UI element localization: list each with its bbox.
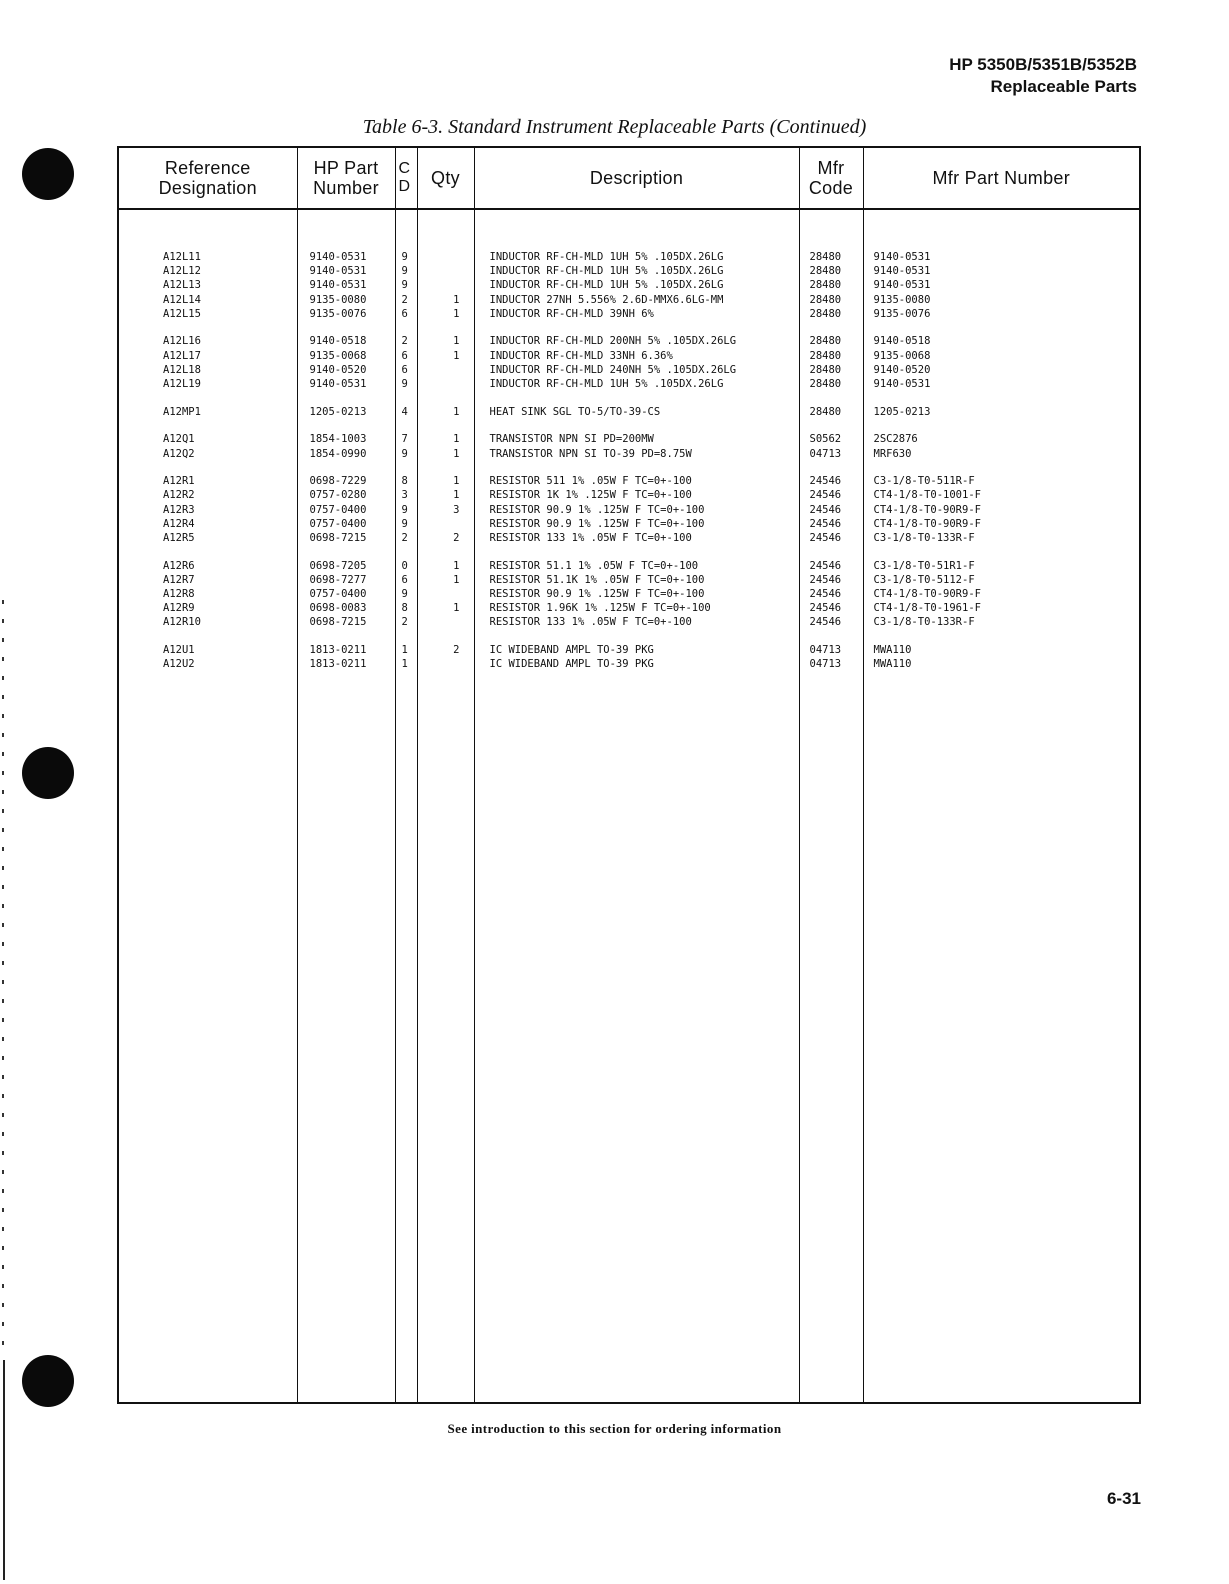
cell-qty: 1 [453,433,460,446]
cell-cd: 2 [401,532,408,544]
group-gap [418,419,460,433]
cell-mpn: 9135-0068 [873,349,931,362]
group-gap [810,461,863,475]
cell-qty: 1 [453,447,460,460]
cell-qty: 1 [453,405,460,418]
cell-ref: A12L19 [163,378,201,390]
parts-table [117,146,1141,1404]
cell-qty: 2 [453,644,460,657]
cell-mfr: 28480 [809,293,842,306]
cell-mpn: CT4-1/8-T0-90R9-F [873,503,981,516]
cell-mpn: 9140-0531 [873,378,931,390]
cell-mpn: 9140-0531 [873,279,931,292]
cell-mfr: 24546 [809,503,842,516]
cell-ref: A12L15 [163,307,201,320]
group-gap [163,461,297,475]
column-description [474,209,799,1403]
cell-ref: A12U1 [163,644,195,657]
cell-hp: 1854-0990 [309,447,367,460]
group-gap [490,419,799,433]
group-gap [490,391,799,405]
cell-mfr: 28480 [809,265,842,278]
cell-ref: A12R7 [163,573,195,586]
cell-mfr: 24546 [809,532,842,544]
cell-cd: 9 [401,447,408,460]
cell-cd: 7 [401,433,408,446]
cell-hp: 1813-0211 [309,658,367,671]
cell-mfr: 28480 [809,405,842,418]
cell-qty [418,517,460,531]
col-header-mfr-code: Mfr Code [799,147,863,209]
cell-ref: A12L12 [163,265,201,278]
group-gap [874,391,1140,405]
cell-mfr: 24546 [809,588,842,601]
cell-desc: INDUCTOR 27NH 5.556% 2.6D-MMX6.6LG-MM [489,293,724,306]
col-header-hp-part-number: HP Part Number [297,147,395,209]
col-header-qty: Qty [417,147,474,209]
cell-desc: RESISTOR 1.96K 1% .125W F TC=0+-100 [489,602,711,615]
cell-ref: A12L14 [163,293,201,306]
table-body-row [118,209,1140,1403]
group-gap [402,630,417,644]
cell-ref: A12MP1 [163,405,201,418]
cell-cd: 2 [401,293,408,306]
cell-ref: A12Q2 [163,447,195,460]
group-gap [418,321,460,335]
header-model: HP 5350B/5351B/5352B [949,55,1137,74]
cell-qty [418,363,460,377]
cell-cd: 1 [401,644,408,657]
cell-hp: 9135-0068 [309,349,367,362]
cell-mfr: 04713 [809,658,842,671]
cell-desc: RESISTOR 51.1 1% .05W F TC=0+-100 [489,559,699,572]
column-cd [395,209,417,1403]
cell-mfr: 28480 [809,279,842,292]
group-gap [874,545,1140,559]
cell-hp: 9140-0531 [309,251,367,263]
cell-mpn: 2SC2876 [873,433,918,446]
cell-desc: INDUCTOR RF-CH-MLD 39NH 6% [489,307,654,320]
cell-desc: IC WIDEBAND AMPL TO-39 PKG [489,644,654,657]
cell-cd: 2 [401,335,408,348]
group-gap [490,630,799,644]
cell-hp: 9140-0518 [309,335,367,348]
group-gap [874,461,1140,475]
page-edge-line [3,1360,5,1580]
group-gap [163,419,297,433]
cell-mpn: C3-1/8-T0-133R-F [873,532,975,544]
cell-cd: 9 [401,517,408,530]
group-gap [163,391,297,405]
cell-cd: 0 [401,559,408,572]
cell-hp: 0698-7277 [309,573,367,586]
cell-mpn: CT4-1/8-T0-1961-F [873,602,981,615]
cell-desc: RESISTOR 90.9 1% .125W F TC=0+-100 [489,588,705,601]
cell-qty: 1 [453,475,460,488]
cell-mfr: 04713 [809,644,842,657]
cell-mpn: C3-1/8-T0-511R-F [873,475,975,488]
group-gap [310,461,395,475]
group-gap [402,391,417,405]
cell-desc: RESISTOR 90.9 1% .125W F TC=0+-100 [489,503,705,516]
cell-mpn: CT4-1/8-T0-90R9-F [873,517,981,530]
cell-ref: A12R4 [163,517,195,530]
cell-qty [418,587,460,601]
binder-hole-middle [22,747,74,799]
cell-mpn: CT4-1/8-T0-90R9-F [873,588,981,601]
cell-ref: A12R6 [163,559,195,572]
cell-hp: 1205-0213 [309,405,367,418]
col-header-mfr-part-number: Mfr Part Number [863,147,1140,209]
cell-cd: 9 [401,588,408,601]
cell-cd: 1 [401,658,408,671]
group-gap [874,630,1140,644]
column-mfr-part-number [863,209,1140,1403]
cell-cd: 9 [401,279,408,292]
cell-cd: 8 [401,475,408,488]
cell-mfr: 28480 [809,251,842,263]
cell-hp: 9140-0520 [309,363,367,376]
cell-hp: 1813-0211 [309,644,367,657]
group-gap [810,391,863,405]
group-gap [490,321,799,335]
group-gap [402,461,417,475]
group-gap [874,321,1140,335]
cell-ref: A12L11 [163,251,201,263]
group-gap [402,419,417,433]
cell-desc: HEAT SINK SGL TO-5/TO-39-CS [489,405,661,418]
col-header-description: Description [474,147,799,209]
cell-mpn: 9140-0518 [873,335,931,348]
cell-hp: 0698-7205 [309,559,367,572]
cell-mfr: 24546 [809,475,842,488]
cell-qty: 1 [453,307,460,320]
cell-desc: IC WIDEBAND AMPL TO-39 PKG [489,658,654,671]
page-number: 6-31 [1106,1489,1141,1508]
cell-cd: 4 [401,405,408,418]
cell-hp: 9140-0531 [309,279,367,292]
cell-mfr: 28480 [809,349,842,362]
cell-mpn: MRF630 [873,447,912,460]
page-header [949,54,1137,98]
cell-desc: INDUCTOR RF-CH-MLD 240NH 5% .105DX.26LG [489,363,737,376]
cell-ref: A12L13 [163,279,201,292]
cell-cd: 2 [401,616,408,629]
cell-qty: 1 [453,335,460,348]
cell-mfr: 24546 [809,489,842,502]
group-gap [418,630,460,644]
cell-mpn: 9140-0520 [873,363,931,376]
cell-hp: 9135-0080 [309,293,367,306]
cell-ref: A12R9 [163,602,195,615]
cell-mpn: 9140-0531 [873,265,931,278]
cell-ref: A12R3 [163,503,195,516]
group-gap [490,461,799,475]
cell-ref: A12R2 [163,489,195,502]
cell-cd: 6 [401,573,408,586]
cell-mpn: 9135-0080 [873,293,931,306]
cell-qty [418,264,460,278]
table-header-row [118,147,1140,209]
cell-desc: RESISTOR 90.9 1% .125W F TC=0+-100 [489,517,705,530]
cell-cd: 6 [401,349,408,362]
cell-hp: 9140-0531 [309,378,367,390]
ordering-info-note: See introduction to this section for ordering information [447,1421,782,1436]
cell-qty: 1 [453,349,460,362]
group-gap [810,630,863,644]
col-header-reference-designation: Reference Designation [118,147,297,209]
group-gap [310,321,395,335]
cell-ref: A12R8 [163,588,195,601]
cell-ref: A12L18 [163,363,201,376]
cell-desc: RESISTOR 1K 1% .125W F TC=0+-100 [489,489,692,502]
cell-desc: INDUCTOR RF-CH-MLD 1UH 5% .105DX.26LG [489,378,724,390]
cell-mpn: MWA110 [873,658,912,671]
group-gap [310,545,395,559]
cell-hp: 1854-1003 [309,433,367,446]
cell-mfr: 24546 [809,602,842,615]
cell-cd: 9 [401,251,408,263]
group-gap [418,391,460,405]
cell-ref: A12R10 [163,616,201,629]
cell-hp: 0757-0400 [309,588,367,601]
group-gap [163,321,297,335]
cell-mpn: C3-1/8-T0-5112-F [873,573,975,586]
cell-qty: 1 [453,559,460,572]
cell-hp: 0698-7229 [309,475,367,488]
cell-mpn: MWA110 [873,644,912,657]
cell-qty: 3 [453,503,460,516]
cell-hp: 0757-0400 [309,503,367,516]
cell-desc: INDUCTOR RF-CH-MLD 1UH 5% .105DX.26LG [489,279,724,292]
group-gap [418,461,460,475]
cell-desc: TRANSISTOR NPN SI PD=200MW [489,433,654,446]
cell-mpn: C3-1/8-T0-133R-F [873,616,975,629]
cell-hp: 0698-7215 [309,616,367,629]
cell-qty [418,657,460,671]
cell-mfr: 28480 [809,363,842,376]
cell-ref: A12L16 [163,335,201,348]
group-gap [402,321,417,335]
cell-qty: 1 [453,293,460,306]
cell-desc: RESISTOR 133 1% .05W F TC=0+-100 [489,616,692,629]
cell-hp: 0757-0280 [309,489,367,502]
group-gap [874,419,1140,433]
cell-mfr: 28480 [809,307,842,320]
cell-cd: 8 [401,602,408,615]
group-gap [490,545,799,559]
group-gap [310,419,395,433]
cell-hp: 0698-7215 [309,532,367,544]
cell-cd: 9 [401,378,408,390]
cell-cd: 6 [401,307,408,320]
cell-desc: INDUCTOR RF-CH-MLD 200NH 5% .105DX.26LG [489,335,737,348]
cell-ref: A12R1 [163,475,195,488]
cell-cd: 3 [401,489,408,502]
cell-mfr: 28480 [809,378,842,390]
cell-mfr: 24546 [809,573,842,586]
cell-mfr: 24546 [809,517,842,530]
cell-mpn: 9135-0076 [873,307,931,320]
group-gap [402,545,417,559]
group-gap [810,545,863,559]
cell-ref: A12L17 [163,349,201,362]
col-header-cd: C D [395,147,417,209]
cell-ref: A12R5 [163,532,195,544]
header-section: Replaceable Parts [990,77,1137,96]
group-gap [310,391,395,405]
column-qty [417,209,474,1403]
cell-desc: INDUCTOR RF-CH-MLD 1UH 5% .105DX.26LG [489,265,724,278]
cell-mpn: 1205-0213 [873,405,931,418]
cell-hp: 9135-0076 [309,307,367,320]
group-gap [810,419,863,433]
cell-mpn: C3-1/8-T0-51R1-F [873,559,975,572]
cell-mfr: 24546 [809,616,842,629]
cell-mfr: 24546 [809,559,842,572]
binder-hole-bottom [22,1355,74,1407]
cell-desc: RESISTOR 133 1% .05W F TC=0+-100 [489,532,692,544]
cell-mfr: S0562 [809,433,842,446]
cell-mpn: 9140-0531 [873,251,931,263]
cell-desc: RESISTOR 511 1% .05W F TC=0+-100 [489,475,692,488]
cell-qty: 1 [453,602,460,615]
group-gap [418,545,460,559]
cell-qty: 1 [453,489,460,502]
cell-qty [418,377,460,391]
cell-ref: A12Q1 [163,433,195,446]
cell-qty [418,278,460,292]
cell-hp: 0698-0083 [309,602,367,615]
cell-mpn: CT4-1/8-T0-1001-F [873,489,981,502]
cell-desc: RESISTOR 51.1K 1% .05W F TC=0+-100 [489,573,705,586]
cell-hp: 9140-0531 [309,265,367,278]
cell-desc: TRANSISTOR NPN SI TO-39 PD=8.75W [489,447,692,460]
binder-hole-top [22,148,74,200]
cell-ref: A12U2 [163,658,195,671]
cell-qty: 1 [453,573,460,586]
cell-hp: 0757-0400 [309,517,367,530]
table-caption: Table 6-3. Standard Instrument Replaceable Parts (Continued) [362,116,867,138]
cell-cd: 9 [401,265,408,278]
column-reference-designation [118,209,297,1403]
column-hp-part-number [297,209,395,1403]
group-gap [310,630,395,644]
column-mfr-code [799,209,863,1403]
cell-qty [418,615,460,629]
cell-mfr: 28480 [809,335,842,348]
group-gap [163,545,297,559]
cell-qty: 2 [453,532,460,544]
cell-cd: 6 [401,363,408,376]
cell-desc: INDUCTOR RF-CH-MLD 1UH 5% .105DX.26LG [489,251,724,263]
cell-desc: INDUCTOR RF-CH-MLD 33NH 6.36% [489,349,673,362]
cell-cd: 9 [401,503,408,516]
cell-qty [418,250,460,264]
group-gap [810,321,863,335]
cell-mfr: 04713 [809,447,842,460]
group-gap [163,630,297,644]
